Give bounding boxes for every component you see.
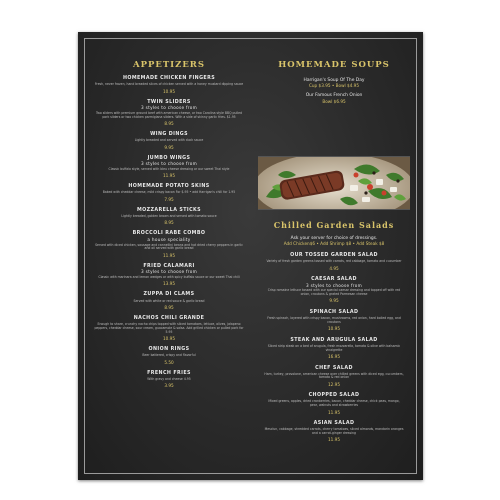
menu-item-price: 7.95 [164, 196, 174, 202]
menu-item [258, 338, 410, 359]
menu-item [258, 277, 410, 303]
menu-item-name: STEAK AND ARUGULA SALAD [290, 337, 378, 343]
menu-item-name: ZUPPA DI CLAMS [143, 292, 195, 298]
menu-item-name: BROCCOLI RABE COMBO [132, 231, 206, 237]
french-onion-soup: Our Famous French Onion [305, 93, 363, 99]
menu-item [258, 421, 410, 442]
menu-item [88, 184, 250, 201]
steak-salad-photo [258, 156, 410, 210]
menu-item-description: Enough to share, crunchy nacho chips topped with sliced tomatoes, lettuce, olives, jalapeno peppers, cheddar cheese, sour cream, guacamole & salsa. Add grilled chicken or pulled pork for 5.95 [94, 322, 244, 334]
menu-item-name: ASIAN SALAD [313, 421, 355, 427]
menu-item-name: CHEF SALAD [315, 365, 353, 371]
menu-item-description: Mesclun, cabbage, shredded carrots, cherry tomatoes, sliced almonds, mandarin oranges and a carrot-ginger dressing [264, 427, 404, 435]
menu-item-description: Mixed greens, apples, dried cranberries, bacon, cheddar cheese, chick peas, mango, pear, walnuts and strawberries [268, 399, 400, 408]
menu-item-price: 13.95 [163, 281, 175, 287]
appetizers-title: APPETIZERS [132, 60, 206, 70]
menu-item-name: CAESAR SALAD [311, 277, 357, 283]
menu-item-price: 10.95 [328, 326, 340, 332]
menu-item-price: 9.95 [164, 144, 174, 150]
menu-item-description: Baked with cheddar cheese, mild crispy bacon For $.95 • add Harrigan's chili for 1.95 [102, 190, 236, 195]
menu-item-name: FRENCH FRIES [147, 370, 191, 376]
menu-item-description: Sliced strip steak on a bed of arugula, fresh mozzarella, tomato & olive with balsamic vinaigrette [267, 343, 401, 352]
menu-item [88, 347, 250, 364]
salads-title: Chilled Garden Salads [273, 220, 395, 230]
menu-item-description: Variety of fresh garden greens tossed with carrots, red cabbage, tomato and cucumber [266, 259, 402, 264]
menu-item-description: Served with diced chicken, sausage and cannellini beans and hot dried cherry peppers in garlic and oil served with garlic bread [95, 242, 243, 251]
menu-item-name: SPINACH SALAD [309, 309, 359, 315]
menu-item-name: OUR TOSSED GARDEN SALAD [290, 253, 378, 259]
menu-item-name: FRIED CALAMARI [143, 263, 195, 269]
appetizers-column [88, 60, 250, 388]
menu-item [88, 316, 250, 341]
salad-addons: Add Chicken$6 • Add Shrimp $8 • Add Steak $8 [283, 241, 385, 247]
menu-item-price: 10.95 [163, 88, 175, 94]
menu-item-subtitle: 3 styles to choose from [141, 269, 197, 275]
menu-item-price: 10.95 [163, 335, 175, 341]
menu-item [88, 371, 250, 388]
menu-item-price: 11.95 [163, 252, 175, 258]
soup-of-day: Harrigan's Soup Of The Day [303, 78, 365, 83]
menu-item-name: NACHOS CHILI GRANDE [133, 315, 205, 321]
menu-item-description: Lightly breaded and served with duck sauce [134, 138, 204, 143]
french-onion-price: Bowl $6.95 [322, 98, 346, 104]
menu-item-description: Fresh spinach, layered with crispy bacon, mushrooms, red onion, hard boiled egg, and croutons [267, 316, 401, 324]
menu-item [88, 132, 250, 149]
menu-item-name: WING DINGS [150, 132, 188, 138]
menu-item [88, 292, 250, 309]
soups-title: HOMEMADE SOUPS [278, 60, 390, 70]
menu-item [258, 310, 410, 331]
menu-item-price: 8.95 [164, 304, 174, 310]
menu-item-description: Beer battered, crispy and flavorful [142, 353, 196, 358]
menu-item-subtitle: a house speciality [147, 237, 191, 243]
menu-item-name: MOZZARELLA STICKS [137, 207, 201, 213]
menu-item-price: 4.95 [329, 265, 339, 271]
menu-item-description: Ham, turkey, provolone, american cheese over chilled greens with diced egg, cucumbers, tomato & red onion [264, 371, 404, 380]
menu-item [88, 264, 250, 286]
menu-item-price: 11.95 [328, 409, 340, 415]
menu-item-description: With gravy and cheese 4.95 [147, 376, 191, 381]
menu-item [88, 208, 250, 225]
menu-item-price: 12.95 [328, 381, 340, 387]
menu-item-description: Classic with marinara and lemon wedges or with spicy buffalo sauce or our sweet Thai chili [98, 274, 240, 279]
food-photo-svg [258, 157, 410, 209]
menu-item [88, 156, 250, 178]
menu-item-description: Fresh, never frozen, hand breaded slices of chicken served with a honey mustard dipping sauce [94, 82, 244, 87]
menu-item [88, 100, 250, 126]
menu-item-name: ONION RINGS [148, 347, 190, 353]
menu-item [258, 366, 410, 387]
menu-item-subtitle: 3 styles to choose from [141, 105, 197, 111]
menu-item-description: Classic buffalo style, served with bleu cheese dressing or our sweet Thai style [108, 166, 230, 171]
menu-item [88, 76, 250, 93]
appetizers-list [88, 76, 250, 388]
menu-item-price: 11.95 [328, 437, 340, 443]
menu-item-price: 8.95 [164, 220, 174, 226]
menu-item [88, 231, 250, 257]
menu-item-price: 5.50 [164, 359, 174, 365]
menu-item-name: HOMEMADE POTATO SKINS [128, 184, 210, 190]
menu-item-price: 11.95 [163, 173, 175, 179]
menu-item-name: HOMEMADE CHICKEN FINGERS [122, 76, 216, 82]
menu-item-price: 3.95 [164, 383, 174, 389]
menu-item-subtitle: 3 styles to choose from [141, 161, 197, 167]
menu-item-price: 16.95 [328, 353, 340, 359]
right-column [258, 60, 410, 443]
menu-item-description: Crisp romaine lettuce tossed with our special caesar dressing and topped off with red onion, croutons & grated Parmesan cheese [267, 288, 401, 297]
menu-item-description: Lightly breaded, golden brown and served with tomato sauce [121, 213, 217, 218]
menu-item [258, 393, 410, 414]
menu-board [78, 32, 423, 480]
menu-item-description: Served with white or red sauce & garlic bread [133, 298, 205, 303]
menu-item-name: CHOPPED SALAD [308, 393, 360, 399]
salads-list [258, 253, 410, 442]
menu-item-name: TWIN SLIDERS [147, 99, 191, 105]
soup-of-day-price: Cup $3.95 • Bowl $4.95 [308, 83, 360, 89]
dressing-intro: Ask your server for choice of dressings. [290, 236, 378, 241]
menu-item-price: 8.95 [164, 120, 174, 126]
menu-item-subtitle: 3 styles to choose from [306, 282, 362, 288]
menu-item-price: 9.95 [329, 298, 339, 304]
menu-item-name: JUMBO WINGS [147, 155, 191, 161]
menu-item-description: Two sliders with premium ground beef with american cheese, or two Carolina style BBQ pulled pork sliders or two chicken parmigiana sliders. With a side of skinny garlic fries. $1.95 [95, 110, 243, 119]
menu-item [258, 253, 410, 270]
